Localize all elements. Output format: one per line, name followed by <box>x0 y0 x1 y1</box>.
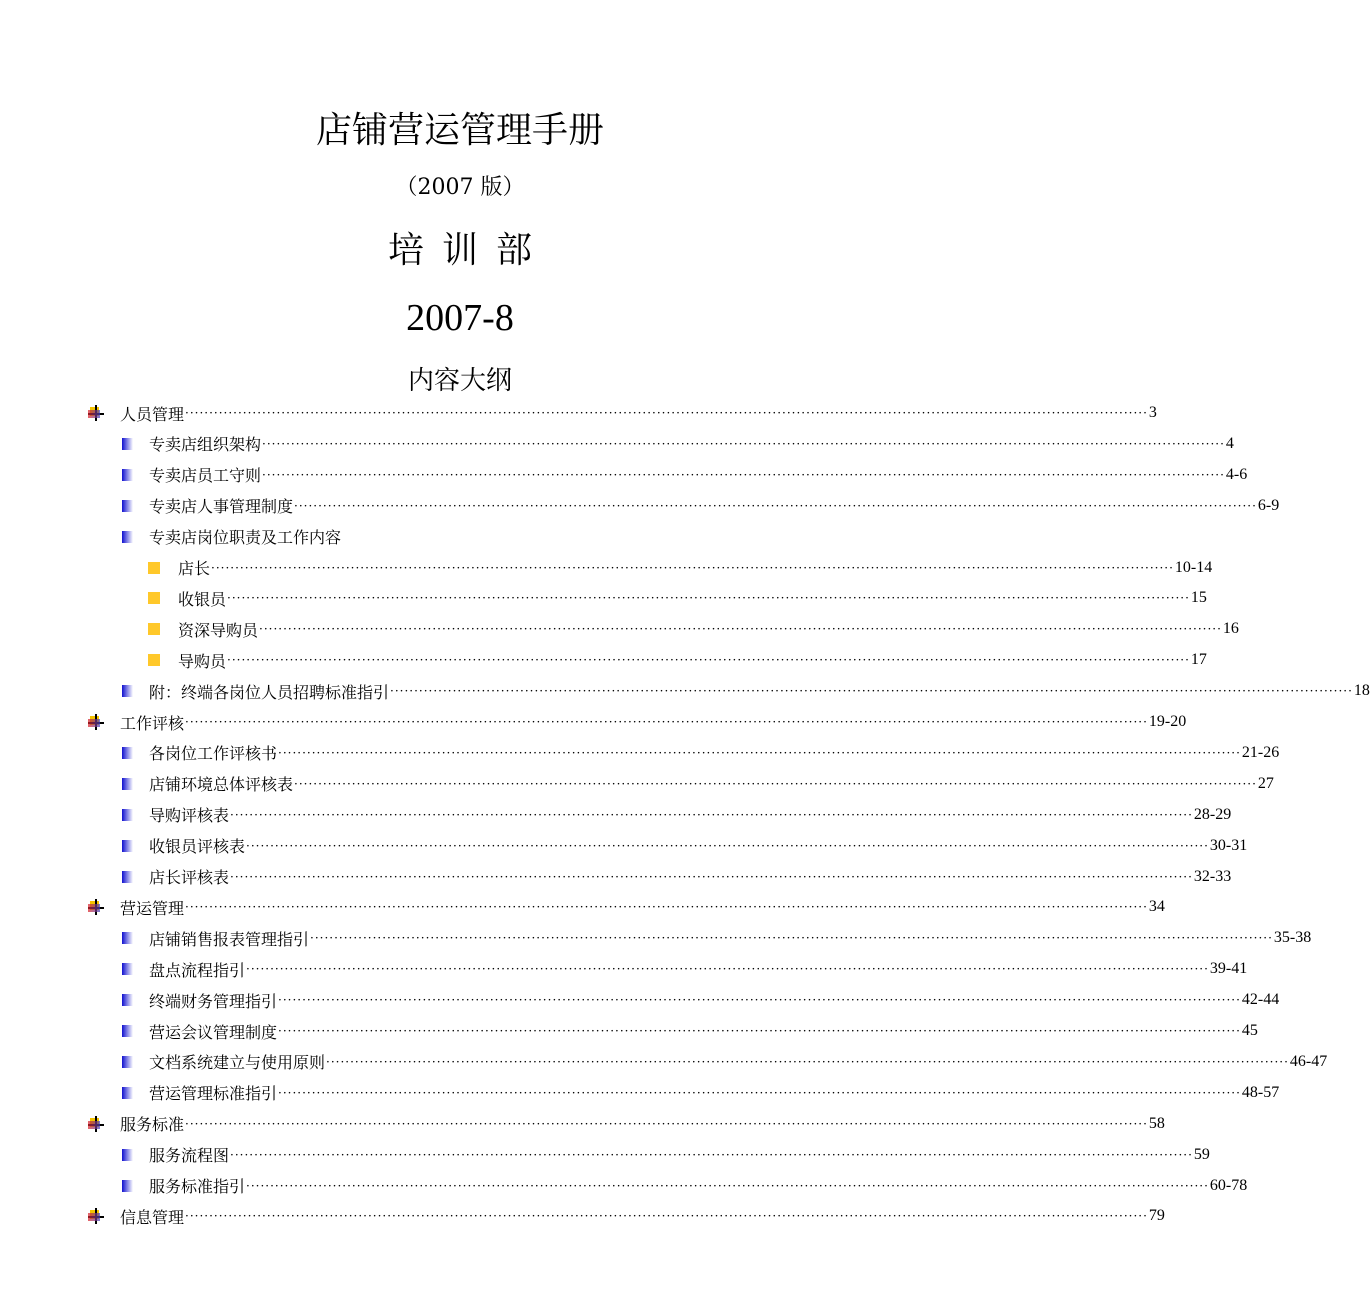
toc-page-number: 4 <box>1225 434 1234 452</box>
dot-leader: ········································································································································································································ <box>294 776 1257 791</box>
toc-entry[interactable] <box>88 1202 1165 1230</box>
toc-page-number: 35-38 <box>1273 929 1312 947</box>
toc-entry-title: 人员管理 <box>120 404 185 424</box>
toc-entry-title: 专卖店人事管理制度 <box>149 497 294 517</box>
toc-page-number: 18 <box>1353 682 1370 700</box>
toc-entry[interactable] <box>122 430 1234 458</box>
dot-leader: ········································································································································································································ <box>230 807 1193 822</box>
toc-page-number: 59 <box>1193 1145 1210 1163</box>
dot-leader: ········································································································································································································ <box>246 962 1209 977</box>
toc-page-number: 27 <box>1257 774 1274 792</box>
toc-entry-title: 店长评核表 <box>149 868 230 887</box>
toc-entry[interactable] <box>122 1079 1280 1107</box>
dot-leader: ········································································································································································································ <box>262 436 1225 451</box>
toc-page-number: 42-44 <box>1241 991 1280 1009</box>
toc-entry-title: 店铺销售报表管理指引 <box>149 929 310 949</box>
square-bullet-icon <box>122 871 133 883</box>
toc-page-number: 21-26 <box>1241 743 1280 761</box>
toc-entry[interactable] <box>122 1048 1328 1076</box>
toc-entry-title: 店铺环境总体评核表 <box>149 775 294 795</box>
plus-bullet-icon <box>88 1208 104 1224</box>
toc-page-number: 79 <box>1148 1207 1165 1225</box>
dot-leader: ········································································································································································································ <box>278 1085 1241 1100</box>
toc-entry-title: 收银员 <box>178 589 227 609</box>
square-bullet-icon <box>122 994 133 1006</box>
square-bullet-icon <box>148 654 160 666</box>
square-bullet-icon <box>122 438 133 450</box>
toc-entry[interactable] <box>122 986 1280 1014</box>
dot-leader: ········································································································································································································ <box>310 931 1273 946</box>
toc-entry-title: 专卖店岗位职责及工作内容 <box>149 528 342 548</box>
square-bullet-icon <box>122 1149 133 1161</box>
toc-entry[interactable] <box>148 584 1207 612</box>
square-bullet-icon <box>122 531 133 543</box>
toc-page-number: 16 <box>1222 620 1239 638</box>
toc-page-number: 3 <box>1148 404 1157 421</box>
square-bullet-icon <box>122 1025 133 1037</box>
dot-leader: ········································································································································································································ <box>185 1209 1148 1224</box>
toc-page-number: 15 <box>1190 589 1207 607</box>
toc-page-number: 45 <box>1241 1022 1258 1039</box>
plus-bullet-icon <box>88 714 104 730</box>
square-bullet-icon <box>148 562 160 574</box>
toc-entry[interactable] <box>88 708 1187 736</box>
dot-leader: ········································································································································································································ <box>326 1054 1289 1069</box>
square-bullet-icon <box>122 1056 133 1068</box>
plus-bullet-icon <box>88 1116 104 1132</box>
toc-entry-title: 盘点流程指引 <box>149 960 246 980</box>
dot-leader: ········································································································································································································ <box>185 1116 1148 1131</box>
document-date: 2007-8 <box>406 297 514 339</box>
toc-entry[interactable] <box>122 492 1280 520</box>
square-bullet-icon <box>122 809 133 821</box>
toc-entry-title: 服务标准 <box>120 1115 185 1135</box>
toc-page-number: 28-29 <box>1193 805 1232 823</box>
square-bullet-icon <box>122 932 133 944</box>
toc-entry[interactable] <box>122 955 1248 983</box>
toc-entry-title: 信息管理 <box>120 1207 185 1227</box>
toc-entry-title: 营运会议管理制度 <box>149 1022 278 1042</box>
square-bullet-icon <box>122 685 133 697</box>
toc-entry[interactable] <box>88 399 1157 427</box>
toc-entry[interactable] <box>88 893 1165 921</box>
dot-leader: ········································································································································································································ <box>278 1024 1241 1038</box>
toc-page-number: 58 <box>1148 1114 1165 1132</box>
toc-entry-title: 专卖店组织架构 <box>149 435 262 455</box>
dot-leader: ········································································································································································································ <box>246 1178 1209 1193</box>
toc-entry-title: 收银员评核表 <box>149 837 246 857</box>
square-bullet-icon <box>122 469 133 481</box>
dot-leader: ········································································································································································································ <box>230 1147 1193 1162</box>
toc-entry-title: 附：终端各岗位人员招聘标准指引 <box>149 682 390 702</box>
dot-leader: ········································································································································································································ <box>185 900 1148 915</box>
toc-page-number: 46-47 <box>1289 1052 1328 1070</box>
toc-entry-title: 资深导购员 <box>178 620 259 640</box>
square-bullet-icon <box>122 1087 133 1099</box>
toc-entry[interactable] <box>122 832 1248 860</box>
square-bullet-icon <box>122 778 133 790</box>
toc-entry-title: 专卖店员工守则 <box>149 466 262 486</box>
toc-page-number: 19-20 <box>1148 713 1187 730</box>
toc-entry[interactable] <box>122 1017 1258 1045</box>
dot-leader: ········································································································································································································ <box>185 715 1148 729</box>
square-bullet-icon <box>148 592 160 604</box>
dot-leader: ········································································································································································································ <box>246 838 1209 853</box>
toc-entry[interactable] <box>88 1110 1165 1138</box>
dot-leader: ········································································································································································································ <box>390 684 1353 699</box>
toc-entry-title: 服务流程图 <box>149 1146 230 1166</box>
toc-page-number: 17 <box>1190 651 1207 669</box>
department: 培训部 <box>387 230 550 271</box>
square-bullet-icon <box>122 963 133 975</box>
toc-entry[interactable] <box>122 1141 1210 1169</box>
toc-entry[interactable] <box>122 677 1370 705</box>
dot-leader: ········································································································································································································ <box>262 467 1225 482</box>
toc-entry[interactable] <box>122 739 1280 767</box>
toc-entry-title: 营运管理标准指引 <box>149 1084 278 1104</box>
dot-leader: ········································································································································································································ <box>259 622 1222 637</box>
toc-entry[interactable] <box>148 646 1207 674</box>
toc-entry-title: 各岗位工作评核书 <box>149 744 278 764</box>
dot-leader: ········································································································································································································ <box>227 653 1190 668</box>
square-bullet-icon <box>122 1180 133 1192</box>
toc-page-number: 48-57 <box>1241 1083 1280 1101</box>
toc-entry-title: 店长 <box>178 559 211 578</box>
plus-bullet-icon <box>88 405 104 421</box>
toc-entry[interactable] <box>122 863 1232 891</box>
toc-entry[interactable] <box>148 615 1239 643</box>
toc-entry[interactable] <box>148 554 1213 582</box>
document-title: 店铺营运管理手册 <box>315 110 604 151</box>
toc-page-number: 34 <box>1148 898 1165 916</box>
toc-entry-title: 工作评核 <box>120 713 185 733</box>
square-bullet-icon <box>122 747 133 759</box>
dot-leader: ········································································································································································································ <box>211 560 1174 575</box>
toc-page-number: 60-78 <box>1209 1176 1248 1194</box>
edition: （2007 版） <box>395 175 525 200</box>
dot-leader: ········································································································································································································ <box>278 745 1241 760</box>
toc-entry-title: 文档系统建立与使用原则 <box>149 1053 326 1073</box>
toc-entry-title: 导购评核表 <box>149 806 230 826</box>
plus-bullet-icon <box>88 899 104 915</box>
dot-leader: ········································································································································································································ <box>278 993 1241 1008</box>
toc-entry-title: 终端财务管理指引 <box>149 991 278 1011</box>
toc-entry-title: 服务标准指引 <box>149 1177 246 1196</box>
toc-page-number: 32-33 <box>1193 867 1232 885</box>
toc-page-number: 39-41 <box>1209 960 1248 978</box>
toc-page-number: 4-6 <box>1225 465 1248 483</box>
dot-leader: ········································································································································································································ <box>230 869 1193 884</box>
toc-entry[interactable] <box>122 523 832 551</box>
dot-leader: ········································································································································································································ <box>294 498 1257 513</box>
toc-entry[interactable] <box>122 1172 1248 1200</box>
toc-page-number: 6-9 <box>1257 496 1280 514</box>
toc-entry-title: 导购员 <box>178 651 227 671</box>
dot-leader: ········································································································································································································ <box>227 591 1190 606</box>
square-bullet-icon <box>148 623 160 635</box>
toc-entry[interactable] <box>122 770 1274 798</box>
toc-entry-title: 营运管理 <box>120 898 185 918</box>
toc-entry[interactable] <box>122 801 1232 829</box>
toc-page-number: 10-14 <box>1174 558 1213 576</box>
toc-entry[interactable] <box>122 461 1248 489</box>
toc-page-number: 30-31 <box>1209 836 1248 854</box>
toc-heading: 内容大纲 <box>407 366 512 396</box>
toc-entry[interactable] <box>122 924 1312 952</box>
square-bullet-icon <box>122 500 133 512</box>
dot-leader: ········································································································································································································ <box>185 406 1148 420</box>
square-bullet-icon <box>122 840 133 852</box>
